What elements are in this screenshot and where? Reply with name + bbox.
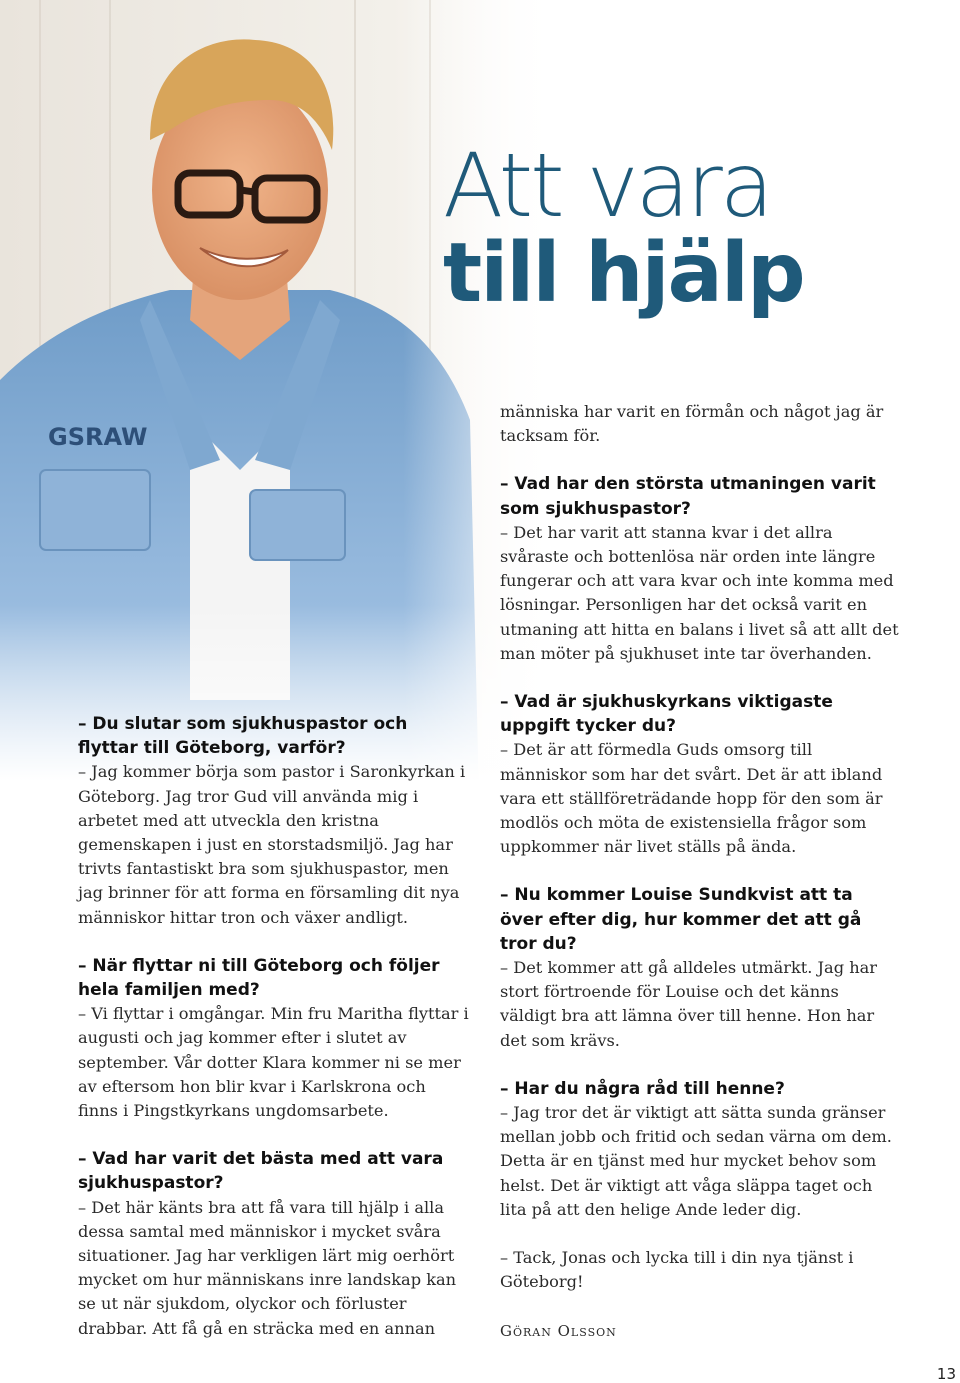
answer-paragraph: – Det här känts bra att få vara till hjälp i alla dessa samtal med människor i mycket svåra situationer. Jag har verkligen lärt mig oerhört mycket om hur människans inre landskap kan se ut när sjukdom, olyckor och förluster drabbar. Att få gå en sträcka med en annan — [78, 1197, 457, 1338]
right-column — [500, 400, 900, 1343]
question-heading: – Vad har den största utmaningen varit som sjukhuspastor? — [500, 474, 876, 519]
closing-paragraph: – Tack, Jonas och lycka till i din nya tjänst i Göteborg! — [500, 1248, 854, 1292]
answer-paragraph: – Vi flyttar i omgångar. Min fru Maritha flyttar i augusti och jag kommer efter i slutet av september. Vår dotter Klara kommer ni se mer av eftersom hon blir kvar i Karlskrona och finns i Pingstkyrkans ungdomsarbete. — [78, 1004, 469, 1121]
page-number: 13 — [936, 1365, 956, 1383]
answer-paragraph: – Jag kommer börja som pastor i Saronkyrkan i Göteborg. Jag tror Gud vill använda mig i arbetet med att utveckla den kristna gemenskapen i just en storstadsmiljö. Jag har trivts fantastiskt bra som sjukhuspastor, men jag brinner för att forma en församling dit nya människor hittar tron och växer andligt. — [78, 762, 466, 927]
question-heading: – Vad är sjukhuskyrkans viktigaste uppgift tycker du? — [500, 692, 833, 737]
answer-paragraph: – Det har varit att stanna kvar i det allra svåraste och bottenlösa när orden inte längre fungerar och att vara kvar och inte komma med lösningar. Personligen har det också varit en utmaning att hitta en balans i livet så att allt det man möter på sjukhuset inte tar överhanden. — [500, 522, 899, 663]
answer-paragraph: – Jag tror det är viktigt att sätta sunda gränser mellan jobb och fritid och sedan värna om dem. Detta är en tjänst med hur mycket behov som helst. Det är viktigt att våga släppa taget och lita på att den helige Ande leder dig. — [500, 1103, 892, 1219]
title-line-1: Att vara — [443, 134, 771, 237]
question-heading: – Vad har varit det bästa med att vara sjukhuspastor? — [78, 1149, 444, 1194]
question-heading: – Har du några råd till henne? — [500, 1078, 785, 1099]
answer-paragraph: – Det kommer att gå alldeles utmärkt. Jag har stort förtroende för Louise och det känns väldigt bra att lämna över till henne. Hon har det som krävs. — [500, 958, 878, 1050]
answer-paragraph: människa har varit en förmån och något jag är tacksam för. — [500, 402, 884, 446]
author-signature: Göran Olsson — [500, 1321, 617, 1340]
answer-paragraph: – Det är att förmedla Guds omsorg till människor som har det svårt. Det är att ibland vara ett ställföreträdande hopp för den som är modlös och möta de existensiella frågor som uppkommer när livet ställs på ända. — [500, 740, 883, 857]
question-heading: – Du slutar som sjukhuspastor och flyttar till Göteborg, varför? — [78, 714, 408, 759]
question-heading: – Nu kommer Louise Sundkvist att ta över efter dig, hur kommer det att gå tror du? — [500, 885, 862, 954]
article-title — [443, 134, 804, 321]
left-column — [78, 712, 470, 1341]
question-heading: – När flyttar ni till Göteborg och följer hela familjen med? — [78, 955, 440, 1001]
title-line-2: till hjälp — [443, 226, 804, 321]
